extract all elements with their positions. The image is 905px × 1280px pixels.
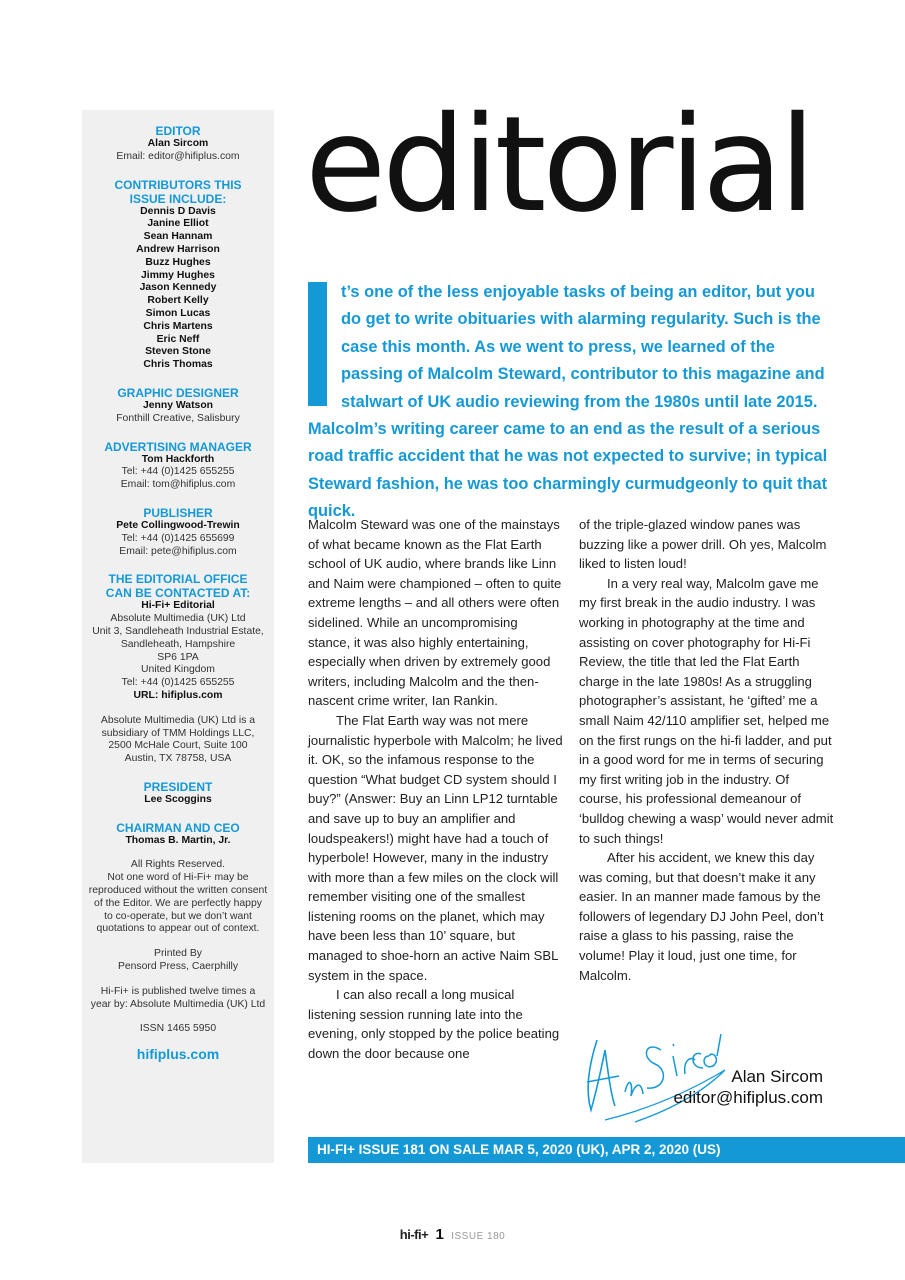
intro-paragraph [308,279,828,526]
office-line: United Kingdom [141,664,215,676]
president-heading: PRESIDENT [143,779,213,794]
office-heading-line: THE EDITORIAL OFFICE [108,572,248,587]
office-address [82,613,274,690]
page-title: editorial [305,88,812,242]
office-heading [82,572,274,600]
contributor: Steven Stone [145,346,211,358]
editor-email: Email: editor@hifiplus.com [116,150,240,162]
hifi-logo: hi-fi+ [399,1227,429,1242]
publication-line: year by: Absolute Multimedia (UK) Ltd [90,998,266,1010]
subsidiary-note [82,715,274,766]
president-name: Lee Scoggins [144,793,212,805]
contributors-heading-line: CONTRIBUTORS THIS [114,177,242,192]
subsidiary-line: subsidiary of TMM Holdings LLC, [101,727,255,739]
publication-line: Hi-Fi+ is published twelve times a [100,985,256,997]
designer-name: Jenny Watson [142,399,214,411]
publication-note [82,986,274,1012]
advertising-email: Email: tom@hifiplus.com [120,479,236,491]
publisher-name: Pete Collingwood-Trewin [116,519,240,531]
contributors-heading-line: ISSUE INCLUDE: [129,191,227,206]
contributors-list [82,206,274,372]
issn: ISSN 1465 5950 [139,1023,217,1035]
article-column-1 [308,515,563,1064]
contributor: Robert Kelly [147,295,209,307]
intro-text: t’s one of the less enjoyable tasks of being an editor, but you do get to write obituaries with alarming regularity. Such is the case this month. As we went to press, we learned of the passing of Malcolm Steward, contributor to this magazine and stalwart of UK audio reviewing from the 1980s until late 2015. Malcolm’s writing career came to an end as the result of a serious road traffic accident that he was not expected to survive; in typical Steward fashion, he was too charmingly curmudgeonly to quit that quick. [308,283,828,521]
advertising-name: Tom Hackforth [141,453,215,465]
contributor: Janine Elliot [147,218,209,230]
signature-name: Alan Sircom [731,1067,823,1086]
contributor: Andrew Harrison [136,243,220,255]
printer-line: Printed By [154,948,202,960]
masthead-sidebar [82,110,274,1163]
contributors-heading [82,178,274,206]
contributor: Chris Martens [143,320,213,332]
paragraph: Malcolm Steward was one of the mainstays of what became known as the Flat Earth school of UK audio, where brands like Linn and Naim were championed – often to quite extreme lengths – and all others were often sidelined. While an uncompromising stance, it was also highly entertaining, especially when driven by extremely good writers, including Malcolm and the then-nascent crime writer, Ian Rankin. [308,517,562,709]
contributor: Jason Kennedy [139,282,217,294]
office-name: Hi-Fi+ Editorial [141,600,215,612]
rights-line: Not one word of Hi-Fi+ may be [107,872,249,884]
contributor: Jimmy Hughes [141,269,215,281]
rights-line: to co-operate, but we don’t want [104,910,252,922]
editor-name: Alan Sircom [147,138,209,149]
contributor: Dennis D Davis [140,205,216,217]
advertising-heading: ADVERTISING MANAGER [104,439,252,454]
publisher-tel: Tel: +44 (0)1425 655699 [121,532,235,544]
subsidiary-line: Austin, TX 78758, USA [124,753,232,765]
contributor: Simon Lucas [145,307,211,319]
designer-company: Fonthill Creative, Salisbury [116,412,240,424]
paragraph: In a very real way, Malcolm gave me my first break in the audio industry. I was working in photography at the time and assisting on cover photography for Hi-Fi Review, the title that led the Flat Earth charge in the late 1980s! As a struggling photographer’s assistant, he ‘gifted’ me a small Naim 42/110 amplifier set, helped me on the first rungs on the hi-fi ladder, and put in a good word for me in terms of securing my first writing job in the industry. Of course, his professional demeanour of ‘bulldog chewing a wasp’ would never admit to such things! [579,575,834,846]
publisher-email: Email: pete@hifiplus.com [119,545,237,557]
page-number: 1 [435,1226,444,1243]
office-heading-line: CAN BE CONTACTED AT: [105,586,251,601]
chairman-name: Thomas B. Martin, Jr. [125,834,231,846]
page-footer [0,1226,905,1243]
publisher-heading: PUBLISHER [143,505,213,520]
rights-line: All Rights Reserved. [130,859,226,871]
advertising-tel: Tel: +44 (0)1425 655255 [121,466,235,478]
contributor: Eric Neff [156,333,200,345]
paragraph: I can also recall a long musical listening session running late into the evening, only stopped by the police beating down the door because one [308,987,560,1062]
contributor: Chris Thomas [143,359,213,371]
chairman-heading: CHAIRMAN AND CEO [116,820,240,835]
printer-note [82,948,274,974]
editor-heading: EDITOR [155,124,201,138]
paragraph: of the triple-glazed window panes was buzzing like a power drill. Oh yes, Malcolm liked to listen loud! [579,517,827,572]
drop-cap-bar [308,282,327,406]
office-line: Sandleheath, Hampshire [120,638,236,650]
contributor: Buzz Hughes [145,256,211,268]
contributor: Sean Hannam [143,231,213,243]
rights-line: reproduced without the written consent [88,885,268,897]
designer-heading: GRAPHIC DESIGNER [117,385,239,400]
rights-line: quotations to appear out of context. [96,923,260,935]
subsidiary-line: Absolute Multimedia (UK) Ltd is a [100,714,256,726]
office-line: Tel: +44 (0)1425 655255 [121,677,235,689]
rights-note [82,859,274,936]
next-issue-banner: HI-FI+ ISSUE 181 ON SALE MAR 5, 2020 (UK), APR 2, 2020 (US) [308,1137,905,1163]
office-line: Absolute Multimedia (UK) Ltd [110,613,246,625]
website-link[interactable]: hifiplus.com [136,1046,220,1063]
paragraph: After his accident, we knew this day was coming, but that doesn’t make it any easier. In an manner made famous by the followers of legendary DJ John Peel, don’t raise a glass to his passing, raise the volume! Play it loud, just one time, for Malcolm. [579,850,824,983]
office-url[interactable]: URL: hifiplus.com [133,689,223,701]
office-line: Unit 3, Sandleheath Industrial Estate, [92,625,264,637]
subsidiary-line: 2500 McHale Court, Suite 100 [108,740,248,752]
rights-line: of the Editor. We are perfectly happy [94,897,262,909]
office-line: SP6 1PA [157,651,199,663]
signature-email[interactable]: editor@hifiplus.com [673,1088,823,1107]
issue-label: ISSUE 180 [451,1231,506,1242]
printer-line: Pensord Press, Caerphilly [117,961,239,973]
paragraph: The Flat Earth way was not mere journalistic hyperbole with Malcolm; he lived it. OK, so the infamous response to the question “What budget CD system should I buy?” (Answer: Buy an Linn LP12 turntable and save up to buy an amplifier and loudspeakers!) might have had a touch of hyperbole! However, many in the industry with more than a few miles on the clock will remember visiting one of the smallest listening rooms on the planet, which may have been less than 10’ square, but managed to shoe-horn an active Naim SBL system in the space. [308,712,563,983]
article-column-2 [579,515,834,985]
